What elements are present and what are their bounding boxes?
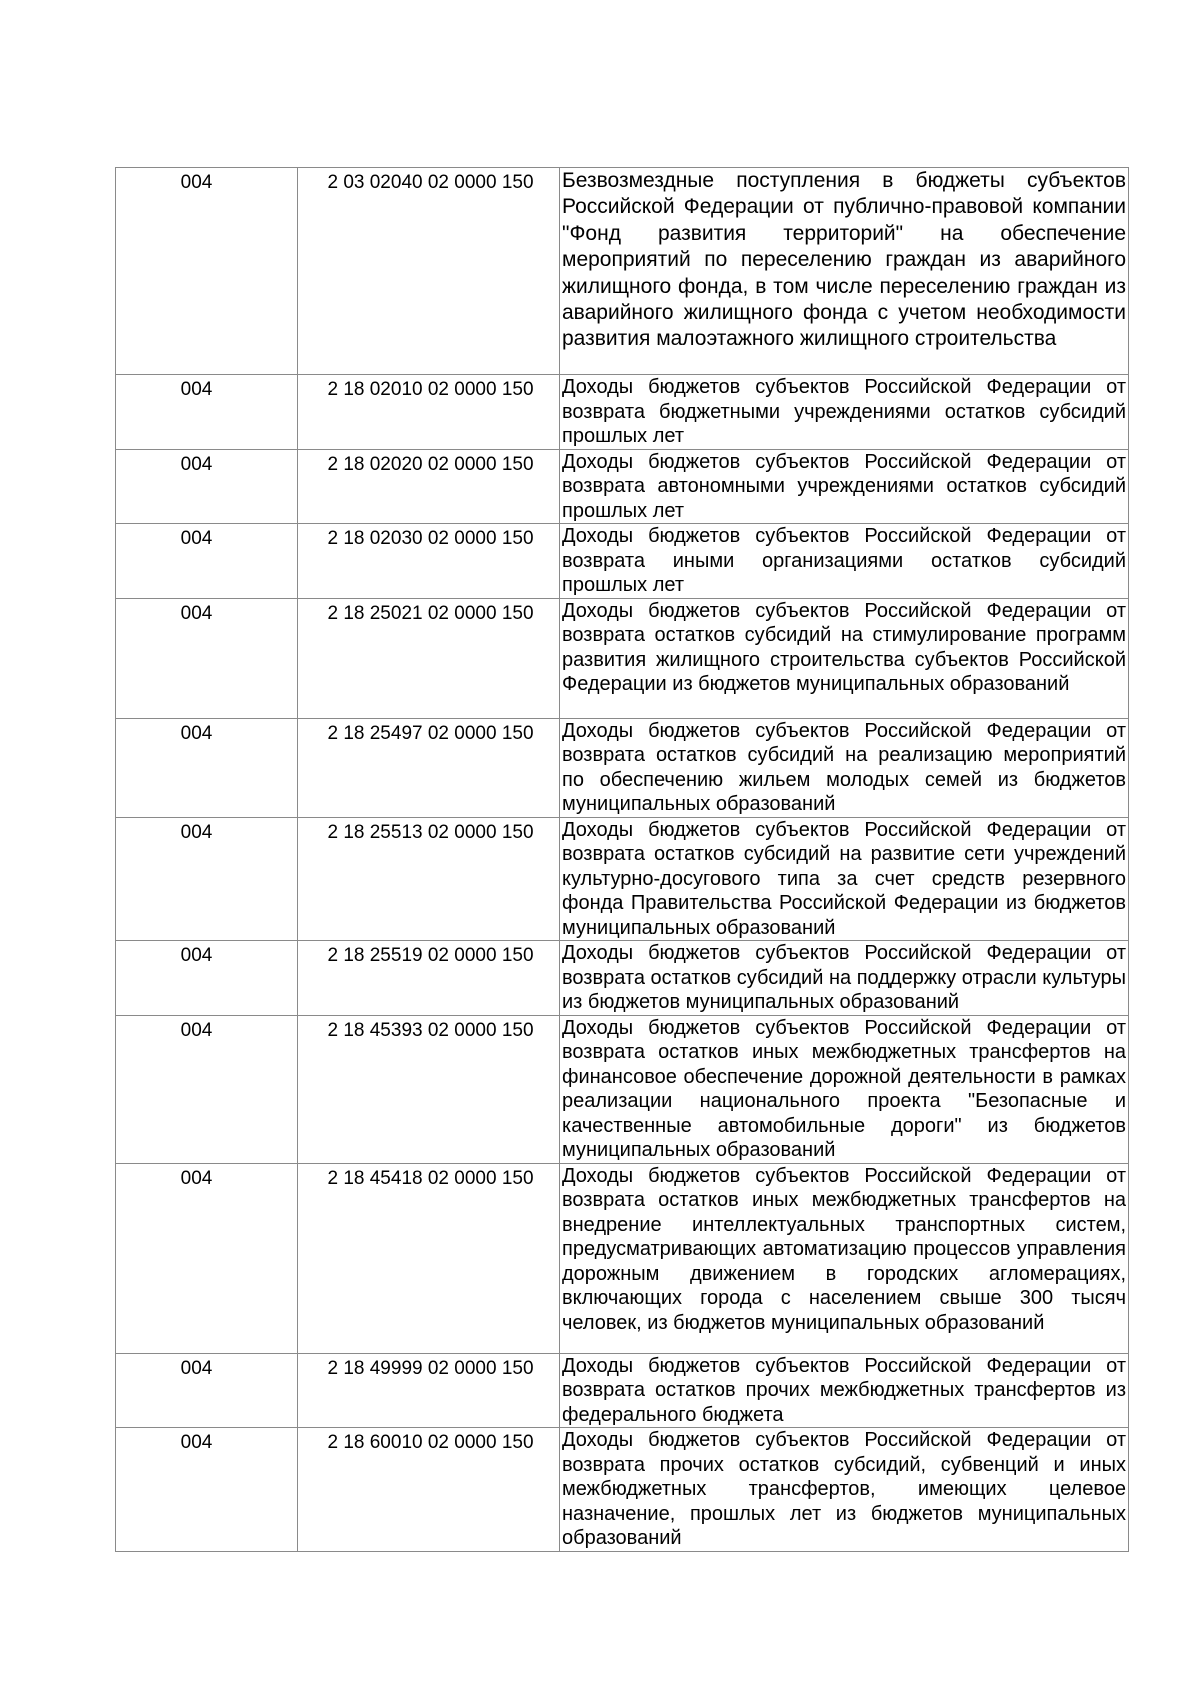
description-cell bbox=[560, 1163, 1129, 1353]
admin-code-cell: 004 bbox=[116, 1015, 298, 1163]
table-row bbox=[116, 168, 1129, 375]
description-cell bbox=[560, 1428, 1129, 1552]
description-cell bbox=[560, 817, 1129, 941]
description-cell bbox=[560, 598, 1129, 718]
budget-code-cell: 2 18 02030 02 0000 150 bbox=[298, 524, 560, 599]
description-text: Доходы бюджетов субъектов Российской Федерации от возврата остатков субсидий на стимулирование программ развития жилищного строительства субъектов Российской Федерации из бюджетов муниципальных образований bbox=[562, 599, 1126, 695]
admin-code-cell: 004 bbox=[116, 598, 298, 718]
admin-code-cell: 004 bbox=[116, 168, 298, 375]
budget-code-cell: 2 18 45418 02 0000 150 bbox=[298, 1163, 560, 1353]
budget-code-cell: 2 03 02040 02 0000 150 bbox=[298, 168, 560, 375]
table-row bbox=[116, 817, 1129, 941]
description-text: Доходы бюджетов субъектов Российской Федерации от возврата остатков субсидий на поддержку отрасли культуры из бюджетов муниципальных образований bbox=[562, 942, 1126, 1013]
description-cell bbox=[560, 941, 1129, 1016]
admin-code-cell: 004 bbox=[116, 524, 298, 599]
table-row bbox=[116, 598, 1129, 718]
budget-code-cell: 2 18 02010 02 0000 150 bbox=[298, 375, 560, 450]
admin-code-cell: 004 bbox=[116, 1428, 298, 1552]
description-text: Доходы бюджетов субъектов Российской Федерации от возврата автономными учреждениями остатков субсидий прошлых лет bbox=[562, 450, 1126, 522]
table-row bbox=[116, 941, 1129, 1016]
description-cell bbox=[560, 1353, 1129, 1428]
admin-code-cell: 004 bbox=[116, 449, 298, 524]
table-body bbox=[116, 168, 1129, 1552]
description-text: Доходы бюджетов субъектов Российской Федерации от возврата бюджетными учреждениями остатков субсидий прошлых лет bbox=[562, 376, 1126, 447]
budget-code-cell: 2 18 25519 02 0000 150 bbox=[298, 941, 560, 1016]
description-cell bbox=[560, 375, 1129, 450]
budget-code-cell: 2 18 49999 02 0000 150 bbox=[298, 1353, 560, 1428]
description-cell bbox=[560, 1015, 1129, 1163]
description-text: Безвозмездные поступления в бюджеты субъектов Российской Федерации от публично-правовой компании "Фонд развития территорий" на обеспечение мероприятий по переселению граждан из аварийного жилищного фонда, в том числе переселению граждан из аварийного жилищного фонда с учетом необходимости развития малоэтажного жилищного строительства bbox=[562, 169, 1126, 351]
description-cell bbox=[560, 168, 1129, 375]
table-row bbox=[116, 1428, 1129, 1552]
table-row bbox=[116, 1353, 1129, 1428]
table-row bbox=[116, 375, 1129, 450]
budget-code-cell: 2 18 02020 02 0000 150 bbox=[298, 449, 560, 524]
description-text: Доходы бюджетов субъектов Российской Федерации от возврата остатков субсидий на реализацию мероприятий по обеспечению жильем молодых семей из бюджетов муниципальных образований bbox=[562, 719, 1126, 815]
description-text: Доходы бюджетов субъектов Российской Федерации от возврата остатков иных межбюджетных трансфертов на финансовое обеспечение дорожной деятельности в рамках реализации национального проекта "Безопасные и качественные автомобильные дороги" из бюджетов муниципальных образований bbox=[562, 1016, 1126, 1161]
description-text: Доходы бюджетов субъектов Российской Федерации от возврата прочих остатков субсидий, субвенций и иных межбюджетных трансфертов, имеющих целевое назначение, прошлых лет из бюджетов муниципальных образований bbox=[562, 1429, 1126, 1549]
description-text: Доходы бюджетов субъектов Российской Федерации от возврата остатков иных межбюджетных трансфертов на внедрение интеллектуальных транспортных систем, предусматривающих автоматизацию процессов управления дорожным движением в городских агломерациях, включающих города с населением свыше 300 тысяч человек, из бюджетов муниципальных образований bbox=[562, 1164, 1126, 1334]
budget-code-cell: 2 18 25497 02 0000 150 bbox=[298, 718, 560, 817]
admin-code-cell: 004 bbox=[116, 1353, 298, 1428]
admin-code-cell: 004 bbox=[116, 941, 298, 1016]
description-text: Доходы бюджетов субъектов Российской Федерации от возврата остатков прочих межбюджетных трансфертов из федерального бюджета bbox=[562, 1354, 1126, 1426]
table-row bbox=[116, 1163, 1129, 1353]
budget-code-cell: 2 18 60010 02 0000 150 bbox=[298, 1428, 560, 1552]
admin-code-cell: 004 bbox=[116, 718, 298, 817]
table-row bbox=[116, 449, 1129, 524]
admin-code-cell: 004 bbox=[116, 1163, 298, 1353]
budget-code-cell: 2 18 45393 02 0000 150 bbox=[298, 1015, 560, 1163]
admin-code-cell: 004 bbox=[116, 375, 298, 450]
description-text: Доходы бюджетов субъектов Российской Федерации от возврата иными организациями остатков субсидий прошлых лет bbox=[562, 525, 1126, 596]
table-row bbox=[116, 524, 1129, 599]
budget-code-cell: 2 18 25513 02 0000 150 bbox=[298, 817, 560, 941]
description-cell bbox=[560, 718, 1129, 817]
budget-code-cell: 2 18 25021 02 0000 150 bbox=[298, 598, 560, 718]
revenue-codes-table bbox=[115, 167, 1129, 1552]
table-row bbox=[116, 718, 1129, 817]
admin-code-cell: 004 bbox=[116, 817, 298, 941]
table-row bbox=[116, 1015, 1129, 1163]
description-cell bbox=[560, 449, 1129, 524]
description-text: Доходы бюджетов субъектов Российской Федерации от возврата остатков субсидий на развитие сети учреждений культурно-досугового типа за счет средств резервного фонда Правительства Российской Федерации из бюджетов муниципальных образований bbox=[562, 818, 1126, 939]
description-cell bbox=[560, 524, 1129, 599]
